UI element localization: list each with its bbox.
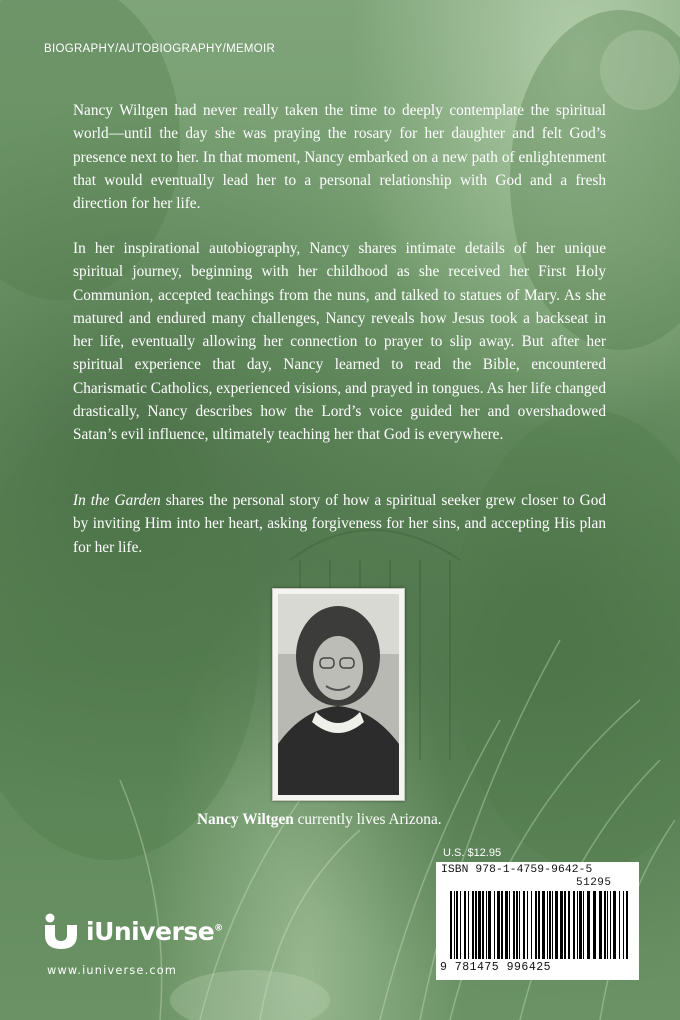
publisher-name: iUniverse® bbox=[86, 916, 223, 946]
publisher-logo bbox=[42, 913, 223, 949]
price-code: 51295 bbox=[576, 877, 612, 889]
publisher-url: www.iuniverse.com bbox=[47, 964, 178, 977]
blurb-paragraph-1: Nancy Wiltgen had never really taken the time to deeply contemplate the spiritual world—until the day she was praying the rosary for her daughter and felt God’s presence next to her. In that moment, Nancy embarked on a new path of enlightenment that would eventually lead her to a personal relationship with God and a fresh direction for her life. bbox=[73, 102, 606, 213]
barcode bbox=[436, 862, 639, 980]
category-label: BIOGRAPHY/AUTOBIOGRAPHY/MEMOIR bbox=[44, 43, 276, 55]
isbn-digits: 9 781475 996425 bbox=[440, 961, 552, 974]
author-bio-text: currently lives Arizona. bbox=[293, 811, 442, 828]
price-label: U.S. $12.95 bbox=[443, 847, 502, 859]
iuniverse-mark-icon bbox=[42, 913, 80, 949]
book-title: In the Garden bbox=[73, 492, 161, 509]
blurb-paragraph-3-text: shares the personal story of how a spiritual seeker grew closer to God by inviting Him into her heart, asking forgiveness for her sins, and accepting His plan for her life. bbox=[73, 492, 606, 556]
author-photo bbox=[278, 594, 399, 795]
author-name: Nancy Wiltgen bbox=[197, 811, 294, 828]
blurb-paragraph-2: In her inspirational autobiography, Nancy shares intimate details of her unique spiritual journey, beginning with her childhood as she received her First Holy Communion, accepted teachings from the nuns, and talked to statues of Mary. As she matured and endured many challenges, Nancy reveals how Jesus took a backseat in her life, eventually allowing her connection to prayer to slip away. But after her spiritual experience that day, Nancy learned to read the Bible, encountered Charismatic Catholics, experienced visions, and prayed in tongues. As her life changed drastically, Nancy describes how the Lord’s voice guided her and overshadowed Satan’s evil influence, ultimately teaching her that God is everywhere. bbox=[73, 240, 606, 444]
author-photo-frame bbox=[272, 588, 405, 801]
blurb-paragraph-3 bbox=[73, 489, 606, 559]
isbn-label: ISBN 978-1-4759-9642-5 bbox=[441, 864, 593, 876]
barcode-bars bbox=[450, 891, 630, 961]
author-bio bbox=[197, 811, 442, 829]
